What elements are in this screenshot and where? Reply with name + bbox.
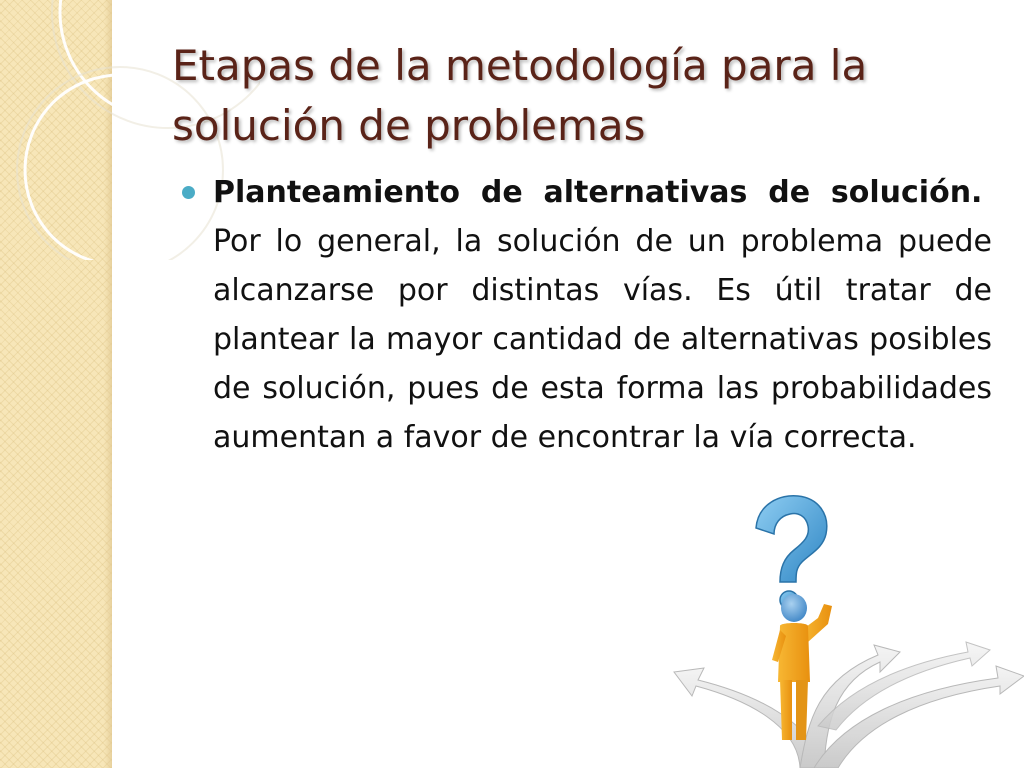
person-question-mark-crossroads-icon xyxy=(668,490,1024,768)
title-line-1: Etapas de la metodología para la xyxy=(172,41,868,90)
bullet-body: Por lo general, la solución de un problema puede alcanzarse por distintas vías. Es útil tratar de plantear la mayor cantidad de alternativas posibles de solución, pues de esta forma las probabilidades aumentan a favor de encontrar la vía correcta. xyxy=(213,224,992,455)
bullet-text xyxy=(213,168,992,462)
bullet-heading: Planteamiento de alternativas de solución. xyxy=(213,175,983,210)
content-area xyxy=(182,168,992,462)
title-line-2: solución de problemas xyxy=(172,101,646,150)
bullet-item xyxy=(182,168,992,462)
arrows-group xyxy=(674,642,1024,768)
question-mark-icon xyxy=(756,496,827,609)
bullet-dot-icon xyxy=(182,186,195,199)
slide-title xyxy=(172,36,972,156)
